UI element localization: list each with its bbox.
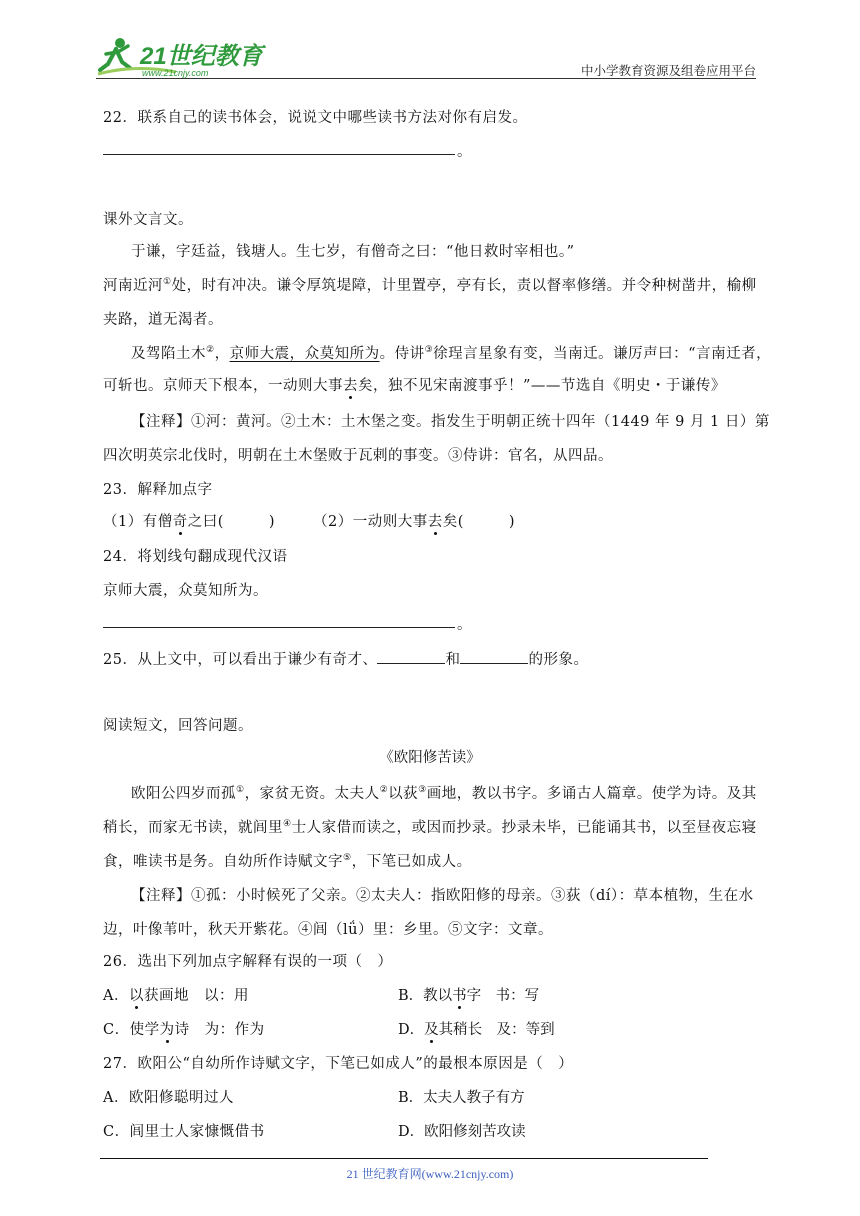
header-divider <box>96 78 756 79</box>
logo-text: 21世纪教育 <box>140 43 263 70</box>
header-platform-text: 中小学教育资源及组卷应用平台 <box>580 63 756 78</box>
classical-note-line-1: 【注释】①河：黄河。②土木：土木堡之变。指发生于明朝正统十四年（1449 年 9 月 1 日）第 <box>131 414 770 430</box>
answer-end-24: 。 <box>457 617 472 633</box>
classical-paragraph-2-line-2: 夹路，道无渴者。 <box>103 312 223 328</box>
question-22: 22．联系自己的读书体会，说说文中哪些读书方法对你有启发。 <box>103 110 528 126</box>
question-26-option-c: C．使学为诗 为：作为 <box>103 1022 265 1038</box>
footer-divider <box>100 1158 708 1159</box>
question-27-option-b: B．太夫人教子有方 <box>398 1090 525 1106</box>
site-logo <box>96 34 266 80</box>
question-23-item-1: （1）有僧奇之曰( ) <box>103 514 276 530</box>
question-26: 26．选出下列加点字解释有误的一项（ ） <box>103 954 393 970</box>
classical-paragraph-2-line-1: 河南近河①处，时有冲决。谦令厚筑堤障，计里置亭，亭有长，责以督率修缮。并令种树凿井，榆柳 <box>103 277 757 294</box>
answer-blank-25-a <box>377 648 445 664</box>
question-24: 24．将划线句翻成现代汉语 <box>103 549 288 565</box>
question-26-option-a: A．以获画地 以：用 <box>103 988 249 1004</box>
question-27: 27．欧阳公“自幼所作诗赋文字，下笔已如成人”的最根本原因是（ ） <box>103 1056 574 1072</box>
answer-line-22 <box>103 154 455 155</box>
classical-paragraph-3-line-2: 可斩也。京师天下根本，一动则大事去矣，独不见宋南渡事乎！”——节选自《明史・于谦传》 <box>103 378 726 394</box>
question-27-option-c: C．闾里士人家慷慨借书 <box>103 1124 265 1140</box>
reading-paragraph-line-3: 食，唯读书是务。自幼所作诗赋文字⑤，下笔已如成人。 <box>103 853 472 870</box>
reading-paragraph-line-1: 欧阳公四岁而孤①，家贫无资。太夫人②以荻③画地，教以书字。多诵古人篇章。使学为诗。及其 <box>131 785 757 802</box>
reading-heading: 阅读短文，回答问题。 <box>103 718 253 734</box>
logo-url: www.21cnjy.com <box>142 68 209 78</box>
question-26-option-d: D．及其稍长 及：等到 <box>398 1022 555 1038</box>
answer-end-22: 。 <box>457 144 472 160</box>
question-27-option-a: A．欧阳修聪明过人 <box>103 1090 234 1106</box>
answer-blank-25-b <box>460 648 528 664</box>
question-27-option-d: D．欧阳修刻苦攻读 <box>398 1124 526 1140</box>
question-25: 25．从上文中，可以看出于谦少有奇才、 和 的形象。 <box>103 648 588 669</box>
classical-note-line-2: 四次明英宗北伐时，明朝在土木堡败于瓦剌的事变。③侍讲：官名，从四品。 <box>103 448 613 464</box>
footer-link[interactable]: 21 世纪教育网(www.21cnjy.com) <box>346 1167 514 1181</box>
question-24-sentence: 京师大震，众莫知所为。 <box>103 583 268 599</box>
reading-paragraph-line-2: 稍长，而家无书读，就闾里④士人家借而读之，或因而抄录。抄录未毕，已能诵其书，以至昼夜忘寝 <box>103 819 757 836</box>
question-23: 23．解释加点字 <box>103 482 213 498</box>
question-23-item-2: （2）一动则大事去矣( ) <box>313 514 516 530</box>
classical-paragraph-1: 于谦，字廷益，钱塘人。生七岁，有僧奇之曰：“他日救时宰相也。” <box>131 244 575 260</box>
classical-heading: 课外文言文。 <box>103 212 193 228</box>
reading-note-line-1: 【注释】①孤：小时候死了父亲。②太夫人：指欧阳修的母亲。③荻（dí）：草本植物，生在水 <box>131 888 754 904</box>
classical-paragraph-3-line-1: 及驾陷土木②，京师大震，众莫知所为。侍讲③徐珵言星象有变，当南迁。谦厉声曰：“言南迁者， <box>131 345 772 362</box>
answer-line-24 <box>103 627 455 628</box>
underlined-sentence: 京师大震，众莫知所为 <box>229 346 380 362</box>
reading-title: 《欧阳修苦读》 <box>379 750 481 766</box>
question-26-option-b: B．教以书字 书：写 <box>398 988 540 1004</box>
reading-note-line-2: 边，叶像苇叶，秋天开紫花。④闾（lǘ）里：乡里。⑤文字：文章。 <box>103 922 553 938</box>
